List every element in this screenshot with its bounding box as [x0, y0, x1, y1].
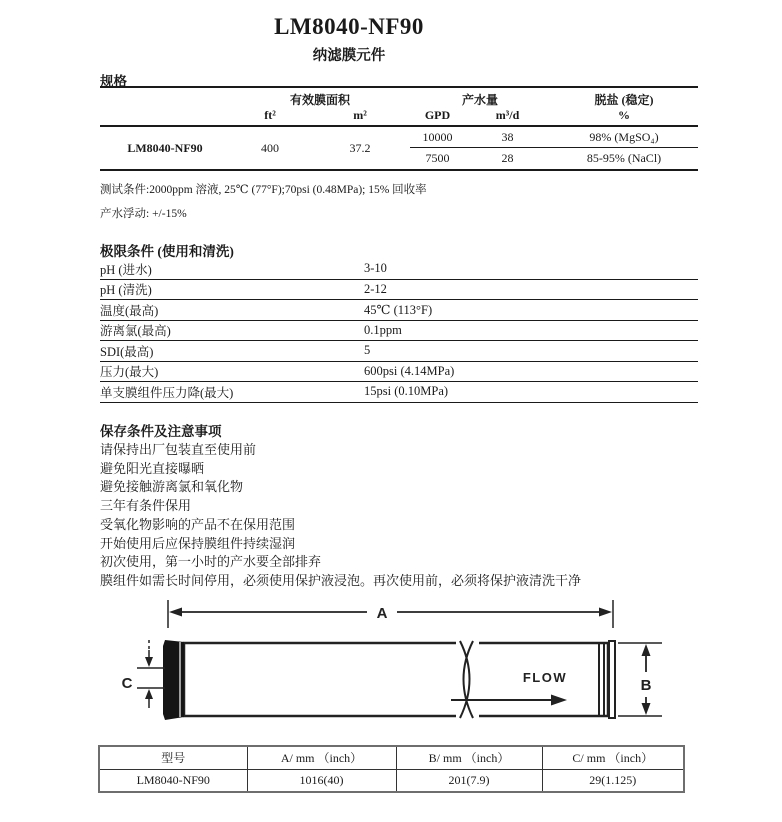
page-subtitle: 纳滤膜元件	[312, 48, 386, 64]
specs-data-right	[410, 127, 698, 169]
col-ft2: ft²	[264, 108, 276, 122]
col-m3d: m³/d	[495, 108, 520, 122]
storage-heading: 保存条件及注意事项	[100, 424, 222, 439]
cell-dim-c: 29(1.125)	[542, 769, 684, 792]
dimension-a-label: A	[376, 605, 388, 622]
header-model: 型号	[99, 746, 247, 769]
limit-value: 600psi (4.14MPa)	[364, 363, 455, 378]
cell-model: LM8040-NF90	[99, 769, 247, 792]
storage-note: 初次使用，第一小时的产水要全部排弃	[100, 554, 322, 570]
limit-label: 温度(最高)	[100, 303, 159, 318]
dimensions-data-row	[99, 769, 684, 792]
limit-value: 15psi (0.10MPa)	[364, 384, 449, 399]
c-arrowhead-up-icon	[145, 689, 153, 699]
flow-subrow	[410, 127, 698, 148]
gpd-cell: 10000	[422, 129, 453, 144]
col-gpd: GPD	[424, 108, 451, 122]
b-arrowhead-up-icon	[642, 644, 651, 656]
page-title: LM8040-NF90	[274, 14, 424, 39]
limit-value: 3-10	[364, 261, 387, 276]
limit-row	[100, 362, 698, 383]
flow-label: FLOW	[522, 670, 568, 685]
b-arrowhead-down-icon	[642, 703, 651, 715]
dimension-c-label: C	[121, 675, 133, 692]
specs-group-header-row	[100, 88, 698, 108]
col-group-rejection: 脱盐 (稳定)	[594, 93, 654, 107]
limit-value: 5	[364, 343, 371, 358]
col-rejection-unit: %	[618, 108, 630, 122]
limit-row	[100, 300, 698, 321]
dimensions-table	[98, 745, 685, 793]
col-group-flow: 产水量	[461, 93, 498, 107]
rejection-cell: 98% (MgSO₄)	[589, 129, 659, 144]
specs-heading: 规格	[100, 74, 127, 89]
flow-subrow	[410, 148, 698, 169]
limit-row	[100, 280, 698, 301]
limit-value: 45℃ (113°F)	[364, 302, 433, 317]
limit-row	[100, 382, 698, 403]
limit-value: 2-12	[364, 281, 387, 296]
right-end-cap	[609, 641, 615, 718]
limits-heading: 极限条件 (使用和清洗)	[100, 244, 234, 259]
storage-note: 开始使用后应保持膜组件持续湿润	[100, 535, 296, 551]
cell-dim-a: 1016(40)	[247, 769, 396, 792]
area-ft2-cell: 400	[261, 140, 279, 155]
cell-dim-b: 201(7.9)	[396, 769, 542, 792]
dimension-b-label: B	[640, 677, 652, 694]
specs-data-row	[100, 127, 698, 169]
limit-label: 单支膜组件压力降(最大)	[100, 385, 234, 400]
storage-note: 受氧化物影响的产品不在保用范围	[100, 516, 296, 532]
header-dim-c: C/ mm （inch）	[542, 746, 684, 769]
col-group-area: 有效膜面积	[289, 93, 350, 107]
limit-label: SDI(最高)	[100, 344, 154, 359]
limit-row	[100, 259, 698, 280]
m3d-cell: 28	[501, 151, 514, 165]
specs-table	[100, 86, 698, 171]
storage-note: 膜组件如需长时间停用，必须使用保护液浸泡。再次使用前，必须将保护液清洗干净	[100, 572, 582, 588]
membrane-element-diagram	[85, 596, 685, 736]
dimensions-header-row	[99, 746, 684, 769]
arrowhead-left-icon	[169, 608, 182, 617]
storage-note: 避免阳光直接曝晒	[100, 460, 205, 476]
storage-note: 三年有条件保用	[100, 498, 192, 514]
c-arrowhead-down-icon	[145, 657, 153, 667]
limit-label: 游离氯(最高)	[100, 324, 171, 339]
header-dim-b: B/ mm （inch）	[396, 746, 542, 769]
limit-value: 0.1ppm	[364, 322, 402, 337]
left-end-cap	[163, 640, 184, 720]
arrowhead-right-icon	[599, 608, 612, 617]
gpd-cell: 7500	[425, 151, 450, 165]
rejection-cell: 85-95% (NaCl)	[586, 151, 662, 165]
storage-notes-list	[100, 441, 581, 591]
specs-subheader-row	[100, 108, 698, 127]
limits-table	[100, 259, 698, 403]
flux-variation-note: 产水浮动: +/-15%	[100, 208, 187, 220]
model-cell: LM8040-NF90	[127, 140, 203, 155]
storage-note: 避免接触游离氯和氧化物	[100, 479, 244, 495]
storage-note: 请保持出厂包装直至使用前	[100, 442, 257, 457]
limit-row	[100, 321, 698, 342]
limit-label: 压力(最大)	[100, 365, 159, 380]
limit-label: pH (清洗)	[100, 283, 152, 298]
limit-row	[100, 341, 698, 362]
limit-label: pH (进水)	[100, 262, 152, 277]
specs-data-left	[100, 127, 410, 169]
area-m2-cell: 37.2	[349, 140, 371, 155]
test-conditions-note: 测试条件:2000ppm 溶液, 25℃ (77°F);70psi (0.48MPa); 15% 回收率	[100, 184, 427, 196]
col-m2: m²	[353, 108, 367, 122]
m3d-cell: 38	[501, 129, 514, 144]
header-dim-a: A/ mm （inch）	[247, 746, 396, 769]
